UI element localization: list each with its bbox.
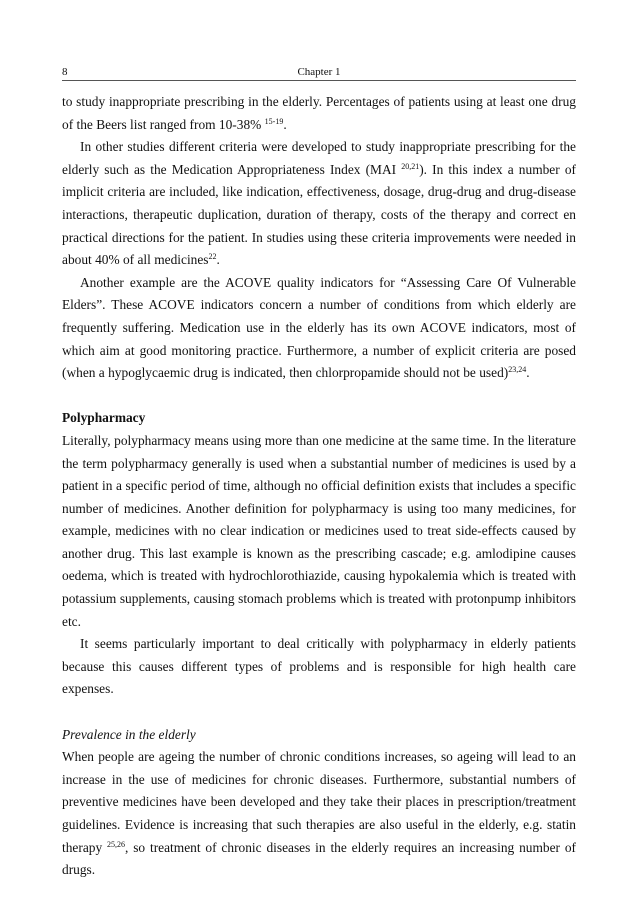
paragraph-3-text: Another example are the ACOVE quality indicators for “Assessing Care Of Vulnerable Elders”. These ACOVE indicators concern a number of conditions from which elderly are frequently suffering. Medication use in the elderly has its own ACOVE indicators, most of which aim at good monitoring practice. Furthermore, a number of explicit criteria are posed (when a hypoglycaemic drug is indicated, then chlorpropamide should not be used) — [62, 274, 576, 381]
paragraph-2 — [62, 136, 576, 272]
paragraph-2-text-b: ). In this index a number of implicit criteria are included, like indication, effectiveness, dosage, drug-drug and drug-disease interactions, therapeutic duplication, duration of therapy, costs of the therapy and correct en practical directions for the patient. In studies using these criteria improvements were needed in about 40% of all medicines — [62, 161, 576, 268]
paragraph-6 — [62, 746, 576, 882]
paragraph-3-end: . — [526, 365, 530, 381]
paragraph-3 — [62, 272, 576, 385]
paragraph-2-text-a: In other studies different criteria were developed to study inappropriate prescribing for the elderly such as the Medication Appropriateness Index (MAI — [62, 139, 576, 177]
page-number: 8 — [62, 66, 68, 78]
running-header — [62, 65, 576, 79]
citation-15-19: 15-19 — [264, 116, 284, 126]
header-rule — [62, 80, 576, 81]
paragraph-5: It seems particularly important to deal critically with polypharmacy in elderly patients because this causes different types of problems and is responsible for high health care expenses. — [62, 636, 576, 697]
citation-22: 22 — [208, 252, 217, 262]
paragraph-6-text: When people are ageing the number of chronic conditions increases, so ageing will lead to an increase in the use of medicines for chronic diseases. Furthermore, substantial numbers of preventive medicines have been developed and they take their places in prescription/treatment guidelines. Evidence is increasing that such therapies are also useful in the elderly, e.g. statin therapy — [62, 749, 576, 855]
paragraph-2-end: . — [216, 252, 220, 268]
section-heading-polypharmacy: Polypharmacy — [62, 410, 146, 426]
paragraph-4: Literally, polypharmacy means using more than one medicine at the same time. In the literature the term polypharmacy generally is used when a substantial number of medicines is used by a patient in a specific period of time, although no official definition exists that includes a specific number of medicines. Another definition for polypharmacy is using too many medicines, for example, medicines with no clear indication or medicines used to treat side-effects caused by another drug. This last example is known as the prescribing cascade; e.g. amlodipine causes oedema, which is treated with hydrochlorothiazide, causing hypokalemia which is treated with potassium supplements, causing stomach problems which is treated with protonpump inhibitors etc. — [62, 432, 576, 629]
paragraph-6-end: , so treatment of chronic diseases in the elderly requires an increasing number of drugs. — [62, 839, 577, 878]
chapter-title: Chapter 1 — [297, 66, 341, 78]
paragraph-1 — [62, 91, 576, 136]
paragraph-1-end: . — [283, 116, 287, 132]
body-text — [62, 91, 576, 882]
citation-23-24: 23,24 — [508, 365, 527, 375]
citation-25-26: 25,26 — [107, 839, 126, 849]
subsection-heading-prevalence: Prevalence in the elderly — [62, 726, 196, 742]
paragraph-1-text: to study inappropriate prescribing in the elderly. Percentages of patients using at least one drug of the Beers list ranged from 10-38% — [62, 94, 576, 132]
citation-20-21: 20,21 — [401, 161, 420, 171]
